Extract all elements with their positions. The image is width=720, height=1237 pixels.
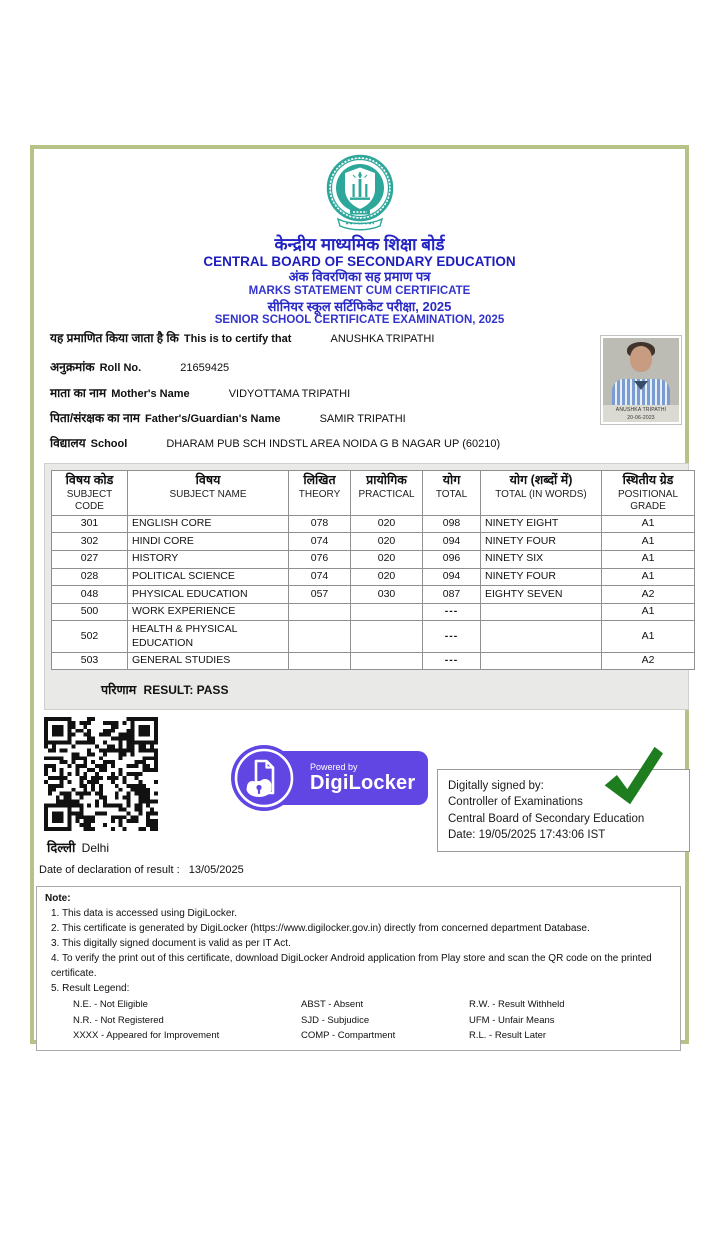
certificate-frame — [30, 145, 689, 1044]
student-photo-image — [603, 338, 679, 422]
document-title-hindi: अंक विवरणिका सह प्रमाण पत्र — [288, 269, 431, 285]
school-label-english: School — [90, 438, 128, 450]
legend-column-2: ABST - Absent SJD - Subjudice COMP - Compartment — [301, 999, 396, 1042]
result-value: RESULT: PASS — [143, 683, 229, 698]
table-row: 302 HINDI CORE 074 020 094 NINETY FOUR A1 — [52, 533, 695, 551]
col-total: योग TOTAL — [423, 471, 481, 516]
father-name: SAMIR TRIPATHI — [319, 413, 406, 425]
school-label-hindi: विद्यालय — [50, 436, 86, 450]
signature-line-1: Digitally signed by: — [448, 780, 544, 792]
table-row: 503 GENERAL STUDIES --- A2 — [52, 652, 695, 670]
col-subject-code: विषय कोड SUBJECT CODE — [52, 471, 128, 516]
signature-line-2: Controller of Examinations — [448, 796, 583, 809]
student-name: ANUSHKA TRIPATHI — [330, 333, 435, 345]
certify-label-hindi: यह प्रमाणित किया जाता है कि — [50, 331, 179, 345]
table-row: 027 HISTORY 076 020 096 NINETY SIX A1 — [52, 550, 695, 568]
cbse-emblem-icon — [320, 153, 400, 233]
photo-caption-date: 20-06-2023 — [627, 415, 655, 421]
father-label-hindi: पिता/संरक्षक का नाम — [50, 411, 140, 425]
col-practical: प्रायोगिक PRACTICAL — [351, 471, 423, 516]
mother-label-hindi: माता का नाम — [50, 386, 107, 400]
signature-line-3: Central Board of Secondary Education — [448, 812, 645, 825]
declaration-date: 13/05/2025 — [188, 864, 244, 876]
note-title: Note: — [45, 893, 71, 904]
father-label-english: Father's/Guardian's Name — [145, 413, 281, 425]
legend-column-3: R.W. - Result Withheld UFM - Unfair Means R.L. - Result Later — [469, 999, 565, 1042]
declaration-label: Date of declaration of result : — [39, 864, 180, 876]
table-row: 502 HEALTH & PHYSICAL EDUCATION --- A1 — [52, 621, 695, 652]
table-row: 301 ENGLISH CORE 078 020 098 NINETY EIGHT A1 — [52, 515, 695, 533]
exam-title-hindi: सीनियर स्कूल सर्टिफिकेट परीक्षा, 2025 — [267, 298, 452, 314]
result-legend — [45, 997, 672, 1044]
green-checkmark-icon — [600, 744, 664, 808]
table-row: 500 WORK EXPERIENCE --- A1 — [52, 603, 695, 621]
note-line: 1. This data is accessed using DigiLocker. — [51, 908, 238, 919]
signature-line-4: Date: 19/05/2025 17:43:06 IST — [448, 828, 606, 841]
table-row: 048 PHYSICAL EDUCATION 057 030 087 EIGHTY SEVEN A2 — [52, 586, 695, 604]
qr-code — [44, 717, 158, 831]
note-line: 2. This certificate is generated by DigiLocker (https://www.digilocker.gov.in) directly from concerned department Database. — [51, 923, 590, 934]
roll-line — [50, 358, 229, 375]
place-hindi: दिल्ली — [47, 840, 76, 855]
board-name-english: CENTRAL BOARD OF SECONDARY EDUCATION — [203, 253, 516, 269]
digilocker-brand: DigiLocker — [310, 771, 416, 794]
legend-column-1: N.E. - Not Eligible N.R. - Not Registered XXXX - Appeared for Improvement — [73, 999, 220, 1042]
table-row: 028 POLITICAL SCIENCE 074 020 094 NINETY FOUR A1 — [52, 568, 695, 586]
col-total-words: योग (शब्दों में) TOTAL (IN WORDS) — [481, 471, 602, 516]
board-name-hindi: केन्द्रीय माध्यमिक शिक्षा बोर्ड — [274, 235, 445, 254]
certify-label-english: This is to certify that — [183, 333, 292, 345]
col-theory: लिखित THEORY — [289, 471, 351, 516]
place-english: Delhi — [81, 841, 110, 855]
result-line — [51, 670, 682, 709]
note-box — [36, 886, 681, 1051]
certificate-header — [34, 153, 685, 328]
mother-name: VIDYOTTAMA TRIPATHI — [228, 388, 351, 400]
school-line — [50, 434, 500, 451]
photo-caption — [603, 405, 679, 422]
roll-label-hindi: अनुक्रमांक — [50, 360, 95, 374]
col-positional-grade: स्थितीय ग्रेड POSITIONAL GRADE — [602, 471, 695, 516]
certify-line — [50, 329, 434, 346]
digilocker-logo-icon — [230, 744, 298, 812]
marks-table — [51, 470, 695, 670]
photo-caption-name: ANUSHKA TRIPATHI — [615, 407, 667, 413]
note-line: 4. To verify the print out of this certificate, download DigiLocker Android application from Play store and scan the QR code on the printed certificate. — [51, 953, 652, 979]
exam-title-english: SENIOR SCHOOL CERTIFICATE EXAMINATION, 2025 — [214, 314, 505, 327]
table-header-row — [52, 471, 695, 516]
school-name: DHARAM PUB SCH INDSTL AREA NOIDA G B NAGAR UP (60210) — [166, 438, 501, 450]
mother-line — [50, 384, 350, 401]
roll-number: 21659425 — [180, 362, 230, 374]
result-label-hindi: परिणाम — [101, 683, 137, 698]
place-line — [47, 838, 109, 856]
student-photo — [600, 335, 682, 425]
digilocker-powered-by: Powered by — [310, 762, 358, 773]
marks-table-section — [44, 463, 689, 710]
father-line — [50, 409, 406, 426]
note-line: 5. Result Legend: — [51, 983, 130, 994]
mother-label-english: Mother's Name — [111, 388, 190, 400]
col-subject-name: विषय SUBJECT NAME — [128, 471, 289, 516]
note-line: 3. This digitally signed document is valid as per IT Act. — [51, 938, 291, 949]
document-title-english: MARKS STATEMENT CUM CERTIFICATE — [248, 284, 471, 297]
roll-label-english: Roll No. — [99, 362, 142, 374]
digilocker-badge — [230, 744, 428, 812]
declaration-line — [39, 864, 244, 876]
